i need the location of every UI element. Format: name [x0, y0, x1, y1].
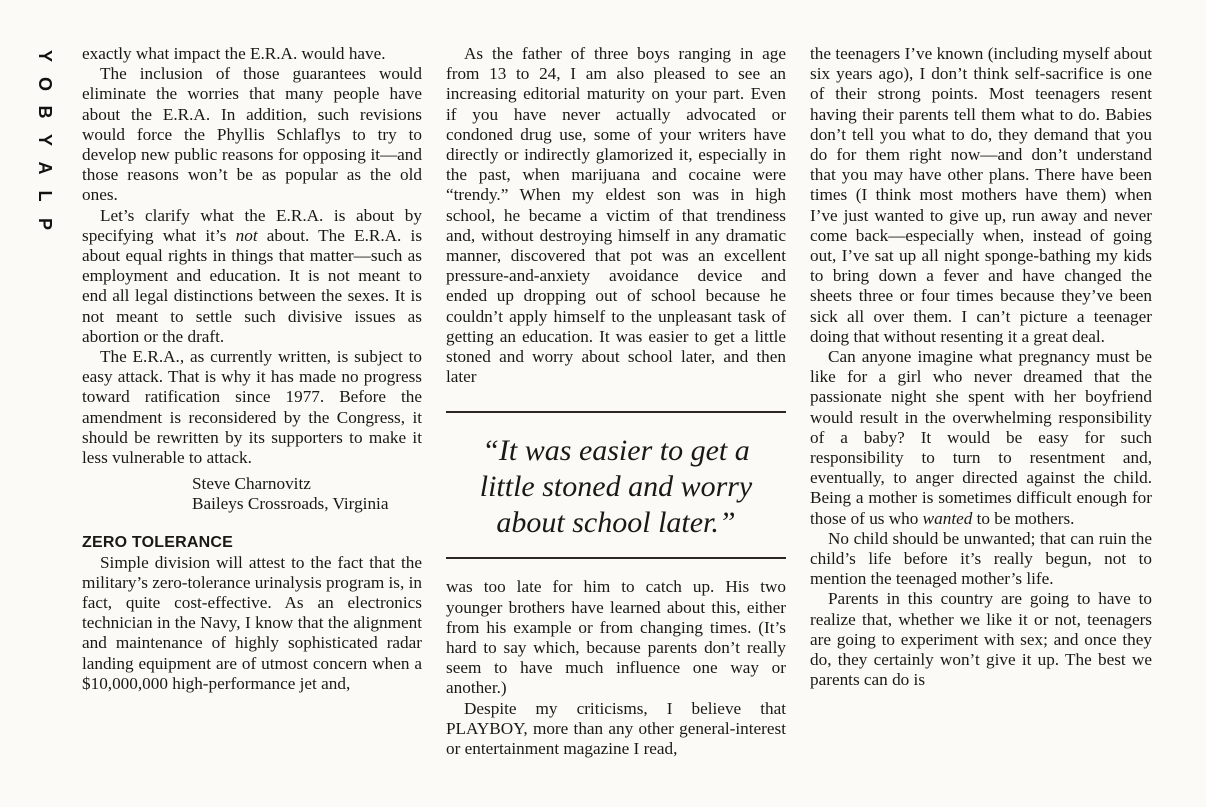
- column-middle: [446, 44, 786, 759]
- signature-name: Steve Charnovitz: [192, 474, 311, 494]
- paragraph-text: Can anyone imagine what pregnancy must be like for a girl who never dreamed that the passionate night she spent with her boyfriend would result in the overwhelming responsibility of a baby? It would be easy for such responsibility to turn to resentment and, eventually, to anger directed against the child. Being a mother is sometimes difficult enough for those of us who: [810, 347, 1152, 528]
- paragraph-text: Let’s clarify what the E.R.A. is about by specifying what it’s: [82, 205, 422, 245]
- letter-paragraph: Despite my criticisms, I believe that PLAYBOY, more than any other general-interest or entertainment magazine I read,: [446, 698, 786, 759]
- masthead-letter: Y: [35, 133, 55, 146]
- masthead-letter: P: [35, 217, 55, 230]
- letter-paragraph: The inclusion of those guarantees would eliminate the worries that many people have about the E.R.A. In addition, such revisions would force the Phyllis Schlaflys to try to develop new public reasons for opposing it—and those reasons won’t be as popular as the old ones.: [82, 64, 422, 205]
- masthead-letter: B: [35, 105, 55, 119]
- paragraph-text: about. The E.R.A. is about equal rights in things that matter—such as employment and education. It is not meant to end all legal distinctions between the sexes. It is not meant to settle such divisive issues as abortion or the draft.: [82, 225, 423, 346]
- column-middle-continued: [446, 577, 786, 759]
- letter-paragraph: Parents in this country are going to have to realize that, whether we like it or not, teenagers are going to experiment with sex; and once they do, they certainly won’t give it up. The best we parents can do is: [810, 589, 1152, 690]
- masthead-letter: O: [35, 76, 55, 91]
- letter-paragraph: was too late for him to catch up. His two younger brothers have learned about this, either from his example or from changing times. (It’s hard to say which, because parents don’t really seem to have much influence one way or another.): [446, 577, 786, 698]
- section-heading: ZERO TOLERANCE: [82, 533, 233, 551]
- letter-paragraph: No child should be unwanted; that can ruin the child’s life before it’s really begun, not to mention the teenaged mother’s life.: [810, 528, 1152, 589]
- emphasis-text: wanted: [922, 508, 973, 528]
- letter-paragraph: As the father of three boys ranging in age from 13 to 24, I am also pleased to see an increasing editorial maturity on your part. Even if you have never actually advocated or condoned drug use, some of your writers have directly or indirectly glamorized it, especially in the past, when marijuana and cocaine were “trendy.” When my eldest son was in high school, he became a victim of that trendiness and, without destroying himself in any dramatic manner, discovered that pot was an excellent pressure-and-anxiety avoidance device and ended up dropping out of school because he couldn’t apply himself to the unpleasant task of getting an education. It was easier to get a little stoned and worry about school later, and then later: [446, 44, 786, 387]
- letter-paragraph: the teenagers I’ve known (including myself about six years ago), I don’t think self-sacrifice is one of their strong points. Most teenagers resent having their parents tell them what to do. Babies don’t tell you what to do, they demand that you do for them right now—and don’t understand that you may have other plans. There have been times (I think most mothers have them) when I’ve just wanted to give up, run away and never come back—especially when, instead of going out, I’ve sat up all night sponge-bathing my kids to bring down a fever and have changed the sheets three or four times because they’ve been sick all over them. I can’t picture a teenager doing that without resenting it a great deal.: [810, 44, 1152, 346]
- playboy-vertical-masthead: [33, 42, 57, 238]
- letter-paragraph: exactly what impact the E.R.A. would have.: [82, 44, 386, 63]
- emphasis-text: not: [235, 225, 258, 245]
- letter-paragraph: [810, 347, 1152, 529]
- letter-paragraph: [82, 206, 422, 347]
- masthead-letter: Y: [35, 49, 55, 62]
- paragraph-text: to be mothers.: [976, 508, 1075, 528]
- letter-signature: [192, 474, 422, 514]
- masthead-letter: A: [35, 161, 55, 175]
- signature-location: Baileys Crossroads, Virginia: [192, 494, 389, 514]
- column-right: [810, 44, 1152, 691]
- letter-paragraph: The E.R.A., as currently written, is subject to easy attack. That is why it has made no progress toward ratification since 1977. Before the amendment is reconsidered by the Congress, it should be rewritten by its supporters to make it less vulnerable to attack.: [82, 347, 422, 468]
- pull-quote: “It was easier to get a little stoned and worry about school later.”: [446, 411, 786, 559]
- letter-paragraph: Simple division will attest to the fact that the military’s zero-tolerance urinalysis program is, in fact, quite cost-effective. As an electronics technician in the Navy, I know that the alignment and maintenance of highly sophisticated radar landing equipment are of utmost concern when a $10,000,000 high-performance jet and,: [82, 552, 422, 693]
- column-left: [82, 44, 422, 694]
- masthead-letter: L: [35, 190, 55, 202]
